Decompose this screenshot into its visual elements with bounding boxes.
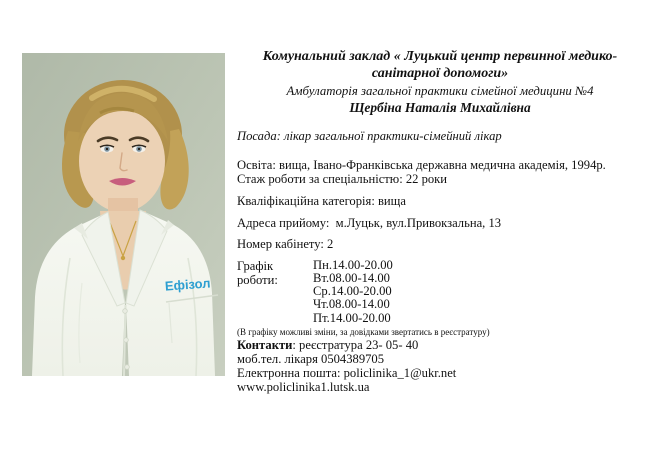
doctor-photo xyxy=(22,53,225,376)
coat-button-2 xyxy=(124,338,129,343)
necklace-pendant xyxy=(121,256,125,260)
left-pupil xyxy=(106,148,108,150)
contacts-line xyxy=(237,338,643,352)
schedule-row: Ср.14.00-20.00 xyxy=(313,284,392,299)
clinic-subtitle: Амбулаторія загальної практики сімейної медицини №4 xyxy=(286,84,594,99)
coat-button-1 xyxy=(123,309,128,314)
website-line: www.policlinika1.lutsk.ua xyxy=(237,380,370,395)
schedule-row: Пн.14.00-20.00 xyxy=(313,257,393,272)
profile-content xyxy=(237,48,643,395)
email-line: Електронна пошта: policlinika_1@ukr.net xyxy=(237,366,457,381)
right-pupil xyxy=(138,148,140,150)
badge-text: Ефізол xyxy=(164,275,211,294)
schedule-block xyxy=(237,259,643,325)
doctor-name: Щербіна Наталія Михайлівна xyxy=(349,100,531,116)
education-line: Освіта: вища, Івано-Франківська державна медична академія, 1994р. xyxy=(237,157,606,172)
doctor-portrait-illustration xyxy=(22,53,225,376)
org-title: Комунальний заклад « Луцький центр первинної медико-санітарної допомоги» xyxy=(262,49,618,82)
contacts-label: Контакти xyxy=(237,337,293,352)
category-line: Кваліфікаційна категорія: вища xyxy=(237,193,406,208)
face xyxy=(79,110,165,212)
schedule-row: Пт.14.00-20.00 xyxy=(313,310,391,325)
address-line: Адреса прийому: м.Луцьк, вул.Привокзальна, 13 xyxy=(237,215,502,230)
coat-button-3 xyxy=(125,365,130,370)
office-line: Номер кабінету: 2 xyxy=(237,237,334,252)
schedule-row: Чт.08.00-14.00 xyxy=(313,297,390,312)
position-line: Посада: лікар загальної практики-сімейний лікар xyxy=(237,129,502,144)
schedule-label: Графік роботи: xyxy=(237,258,278,288)
mobile-line: моб.тел. лікаря 0504389705 xyxy=(237,351,385,366)
experience-line: Стаж роботи за спеціальністю: 22 роки xyxy=(237,172,448,187)
contacts-value: : реєстратура 23- 05- 40 xyxy=(292,337,419,352)
schedule-row: Вт.08.00-14.00 xyxy=(313,270,390,285)
schedule-note: (В графіку можливі зміни, за довідками звертатись в реєстратуру) xyxy=(237,326,490,337)
schedule-times xyxy=(313,259,393,325)
